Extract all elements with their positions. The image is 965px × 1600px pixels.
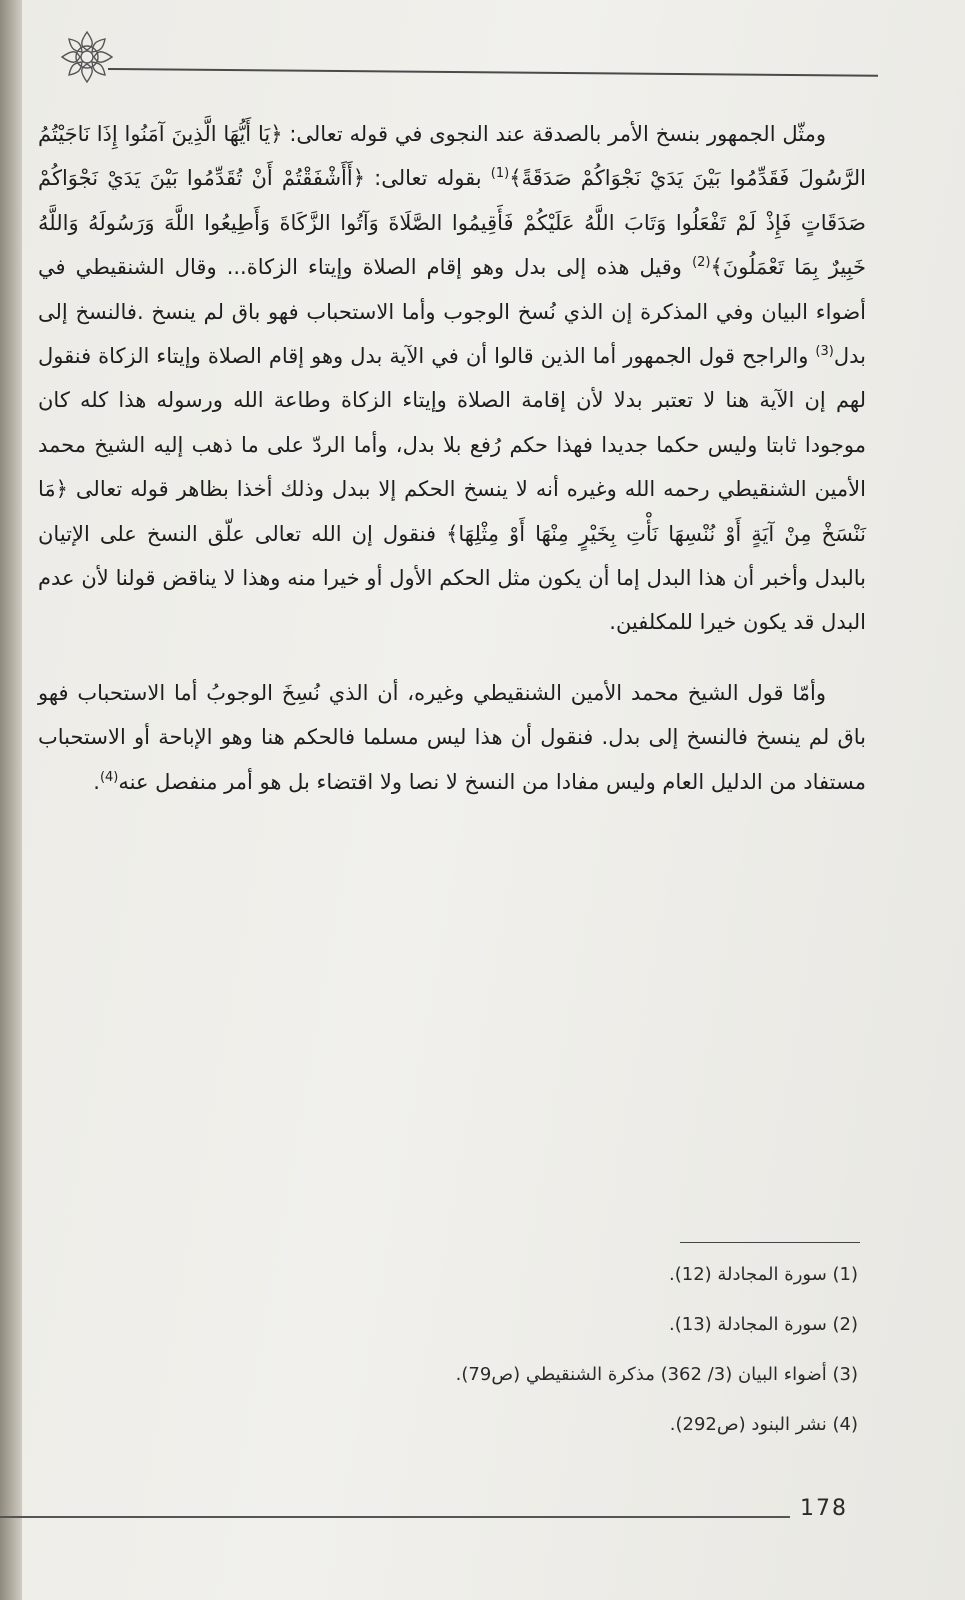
paragraph-1-part-c: وقيل هذه إلى بدل وهو إقام الصلاة وإيتاء الزكاة... وقال الشنقيطي في أضواء البيان وفي المذكرة إن الذي نُسخ الوجوب وأما الاستحباب فهو باق لم ينسخ .فالنسخ إلى بدل xyxy=(38,255,866,369)
page-spine-shadow xyxy=(0,0,22,1600)
footnote-ref-2: (2) xyxy=(692,255,711,271)
footnote-ref-1: (1) xyxy=(490,166,510,182)
paragraph-1-part-a: ومثّل الجمهور بنسخ الأمر بالصدقة عند النجوى في قوله تعالى: ﴿يَا أَيُّهَا الَّذِينَ آمَنُوا إِذَا نَاجَيْتُمُ الرَّسُولَ فَقَدِّمُوا بَيْنَ يَدَيْ نَجْوَاكُمْ صَدَقَةً﴾ xyxy=(38,122,866,191)
paragraph-2 xyxy=(38,671,866,804)
footnote-ref-4: (4) xyxy=(99,769,119,785)
footnote-1: (1) سورة المجادلة (12). xyxy=(669,1264,858,1285)
paragraph-2-text: وأمّا قول الشيخ محمد الأمين الشنقيطي وغيره، أن الذي نُسِخَ الوجوبُ أما الاستحباب فهو باق لم ينسخ فالنسخ إلى بدل. فنقول أن هذا ليس مسلما فالحكم هنا وهو الإباحة أو الاستحباب مستفاد من الدليل العام وليس مفادا من النسخ لا نصا ولا اقتضاء بل هو أمر منفصل عنه xyxy=(38,680,866,794)
main-text xyxy=(38,112,866,804)
footnote-ref-3: (3) xyxy=(815,344,834,360)
footnote-2: (2) سورة المجادلة (13). xyxy=(669,1314,858,1335)
paragraph-1 xyxy=(38,112,866,645)
paragraph-1-part-d: والراجح قول الجمهور أما الذين قالوا أن في الآية بدل وهو إقام الصلاة وإيتاء الزكاة فنقول لهم إن الآية هنا لا تعتبر بدلا لأن إقامة الصلاة وإيتاء الزكاة وطاعة الله ورسوله هذا كله كان موجودا ثابتا وليس حكما جديدا فهذا حكم رُفع بلا بدل، وأما الردّ على ما ذهب إليه الشيخ محمد الأمين الشنقيطي رحمه الله وغيره أنه لا ينسخ الحكم إلا ببدل وذلك أخذا بظاهر قوله تعالى ﴿مَا نَنْسَخْ مِنْ آيَةٍ أَوْ نُنْسِهَا نَأْتِ بِخَيْرٍ مِنْهَا أَوْ مِثْلِهَا﴾ فنقول إن الله تعالى علّق النسخ على الإتيان بالبدل وأخبر أن هذا البدل إما أن يكون مثل الحكم الأول أو خيرا منه وهذا لا يناقض قولنا لأن عدم البدل قد يكون خيرا للمكلفين. xyxy=(38,344,866,635)
paragraph-1-part-b: بقوله تعالى: ﴿أَأَشْفَقْتُمْ أَنْ تُقَدِّمُوا بَيْنَ يَدَيْ نَجْوَاكُمْ صَدَقَاتٍ فَإِذْ لَمْ تَفْعَلُوا وَتَابَ اللَّهُ عَلَيْكُمْ فَأَقِيمُوا الصَّلَاةَ وَآتُوا الزَّكَاةَ وَأَطِيعُوا اللَّهَ وَرَسُولَهُ وَاللَّهُ خَبِيرٌ بِمَا تَعْمَلُونَ﴾ xyxy=(38,166,866,280)
paragraph-2-end: . xyxy=(93,769,100,794)
footer-rule xyxy=(0,1516,790,1518)
page-number: 178 xyxy=(800,1496,848,1521)
floral-ornament-icon xyxy=(58,28,116,86)
footnotes xyxy=(60,1258,858,1458)
footnote-4: (4) نشر البنود (ص292). xyxy=(669,1414,858,1435)
header-rule xyxy=(108,68,878,77)
footnote-separator xyxy=(680,1242,860,1243)
footnote-3: (3) أضواء البيان (3/ 362) مذكرة الشنقيطي (ص79). xyxy=(455,1364,858,1385)
